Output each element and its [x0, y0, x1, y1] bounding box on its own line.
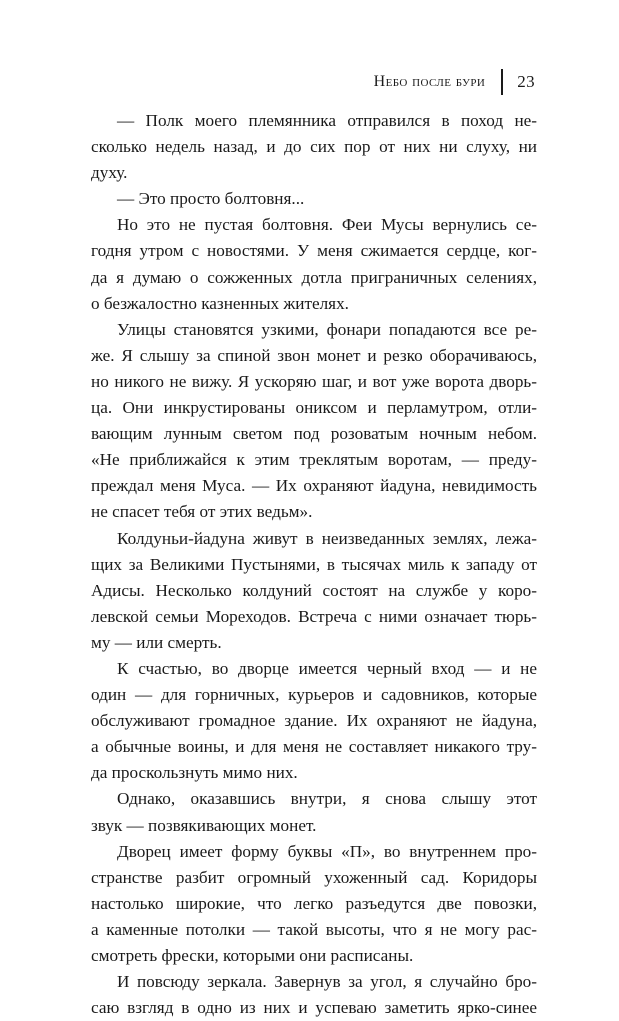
text-line: Однако, оказавшись внутри, я снова слышу этот — [117, 789, 537, 809]
text-line: о безжалостно казненных жителях. — [91, 293, 349, 313]
text-line: да я думаю о сожженных дотла приграничных селениях, — [91, 267, 537, 287]
text-line: годня утром с новостями. У меня сжимается сердце, ког- — [91, 241, 537, 261]
page-number: 23 — [517, 72, 535, 91]
text-line: — Полк моего племянника отправился в поход не- — [117, 111, 537, 130]
text-line: не спасет тебя от этих ведьм». — [91, 502, 313, 522]
text-line: духу. — [91, 163, 128, 183]
text-line: звук — позвякивающих монет. — [91, 815, 317, 835]
running-title: Небо после бури — [373, 73, 486, 90]
text-line: смотреть фрески, которыми они расписаны. — [91, 946, 414, 965]
text-line: сколько недель назад, и до сих пор от них ни слуху, ни — [91, 137, 537, 157]
text-line: И повсюду зеркала. Завернув за угол, я случайно бро- — [117, 972, 537, 992]
text-line: да проскользнуть мимо них. — [91, 763, 298, 783]
text-line: Но это не пустая болтовня. Феи Мусы вернулись се- — [117, 215, 537, 235]
text-line: но никого не вижу. Я ускоряю шаг, и вот уже ворота дворь- — [91, 371, 537, 391]
text-line: саю взгляд в одно из них и успеваю заметить ярко-синее — [91, 998, 537, 1018]
text-line: Колдуньи-йадуна живут в неизведанных землях, лежа- — [117, 528, 537, 548]
text-line: преждал меня Муса. — Их охраняют йадуна, невидимость — [91, 476, 537, 496]
text-line: а каменные потолки — такой высоты, что я не могу рас- — [91, 919, 537, 939]
text-line: а обычные воины, и для меня не составляет никакого тру- — [91, 737, 537, 757]
text-line: щих за Великими Пустынями, в тысячах миль к западу от — [91, 554, 537, 574]
text-line: левской семьи Мореходов. Встреча с ними означает тюрь- — [91, 606, 537, 626]
text-line: вающим лунным светом под розоватым ночным небом. — [91, 424, 537, 444]
text-line: — Это просто болтовня... — [117, 189, 305, 209]
text-line: му — или смерть. — [91, 632, 222, 652]
text-line: Адисы. Несколько колдуний состоят на службе у коро- — [91, 580, 537, 600]
text-line: «Не приближайся к этим треклятым воротам, — преду- — [91, 450, 537, 470]
header-divider — [501, 69, 503, 95]
text-line: же. Я слышу за спиной звон монет и резко оборачиваюсь, — [91, 345, 537, 365]
text-line: Улицы становятся узкими, фонари попадаются все ре- — [117, 319, 537, 339]
text-line: Дворец имеет форму буквы «П», во внутреннем про- — [117, 841, 537, 861]
text-line: К счастью, во дворце имеется черный вход — и не — [117, 658, 537, 678]
text-line: обслуживают громадное здание. Их охраняют не йадуна, — [91, 711, 537, 731]
text-line: ца. Они инкрустированы ониксом и перламутром, отли- — [91, 398, 537, 418]
text-line: странстве разбит огромный ухоженный сад. Коридоры — [91, 867, 537, 887]
text-line: настолько широкие, что легко разъедутся две повозки, — [91, 893, 537, 913]
body-text — [91, 108, 537, 1021]
text-line: один — для горничных, курьеров и садовников, которые — [91, 685, 537, 705]
running-header — [374, 70, 535, 94]
